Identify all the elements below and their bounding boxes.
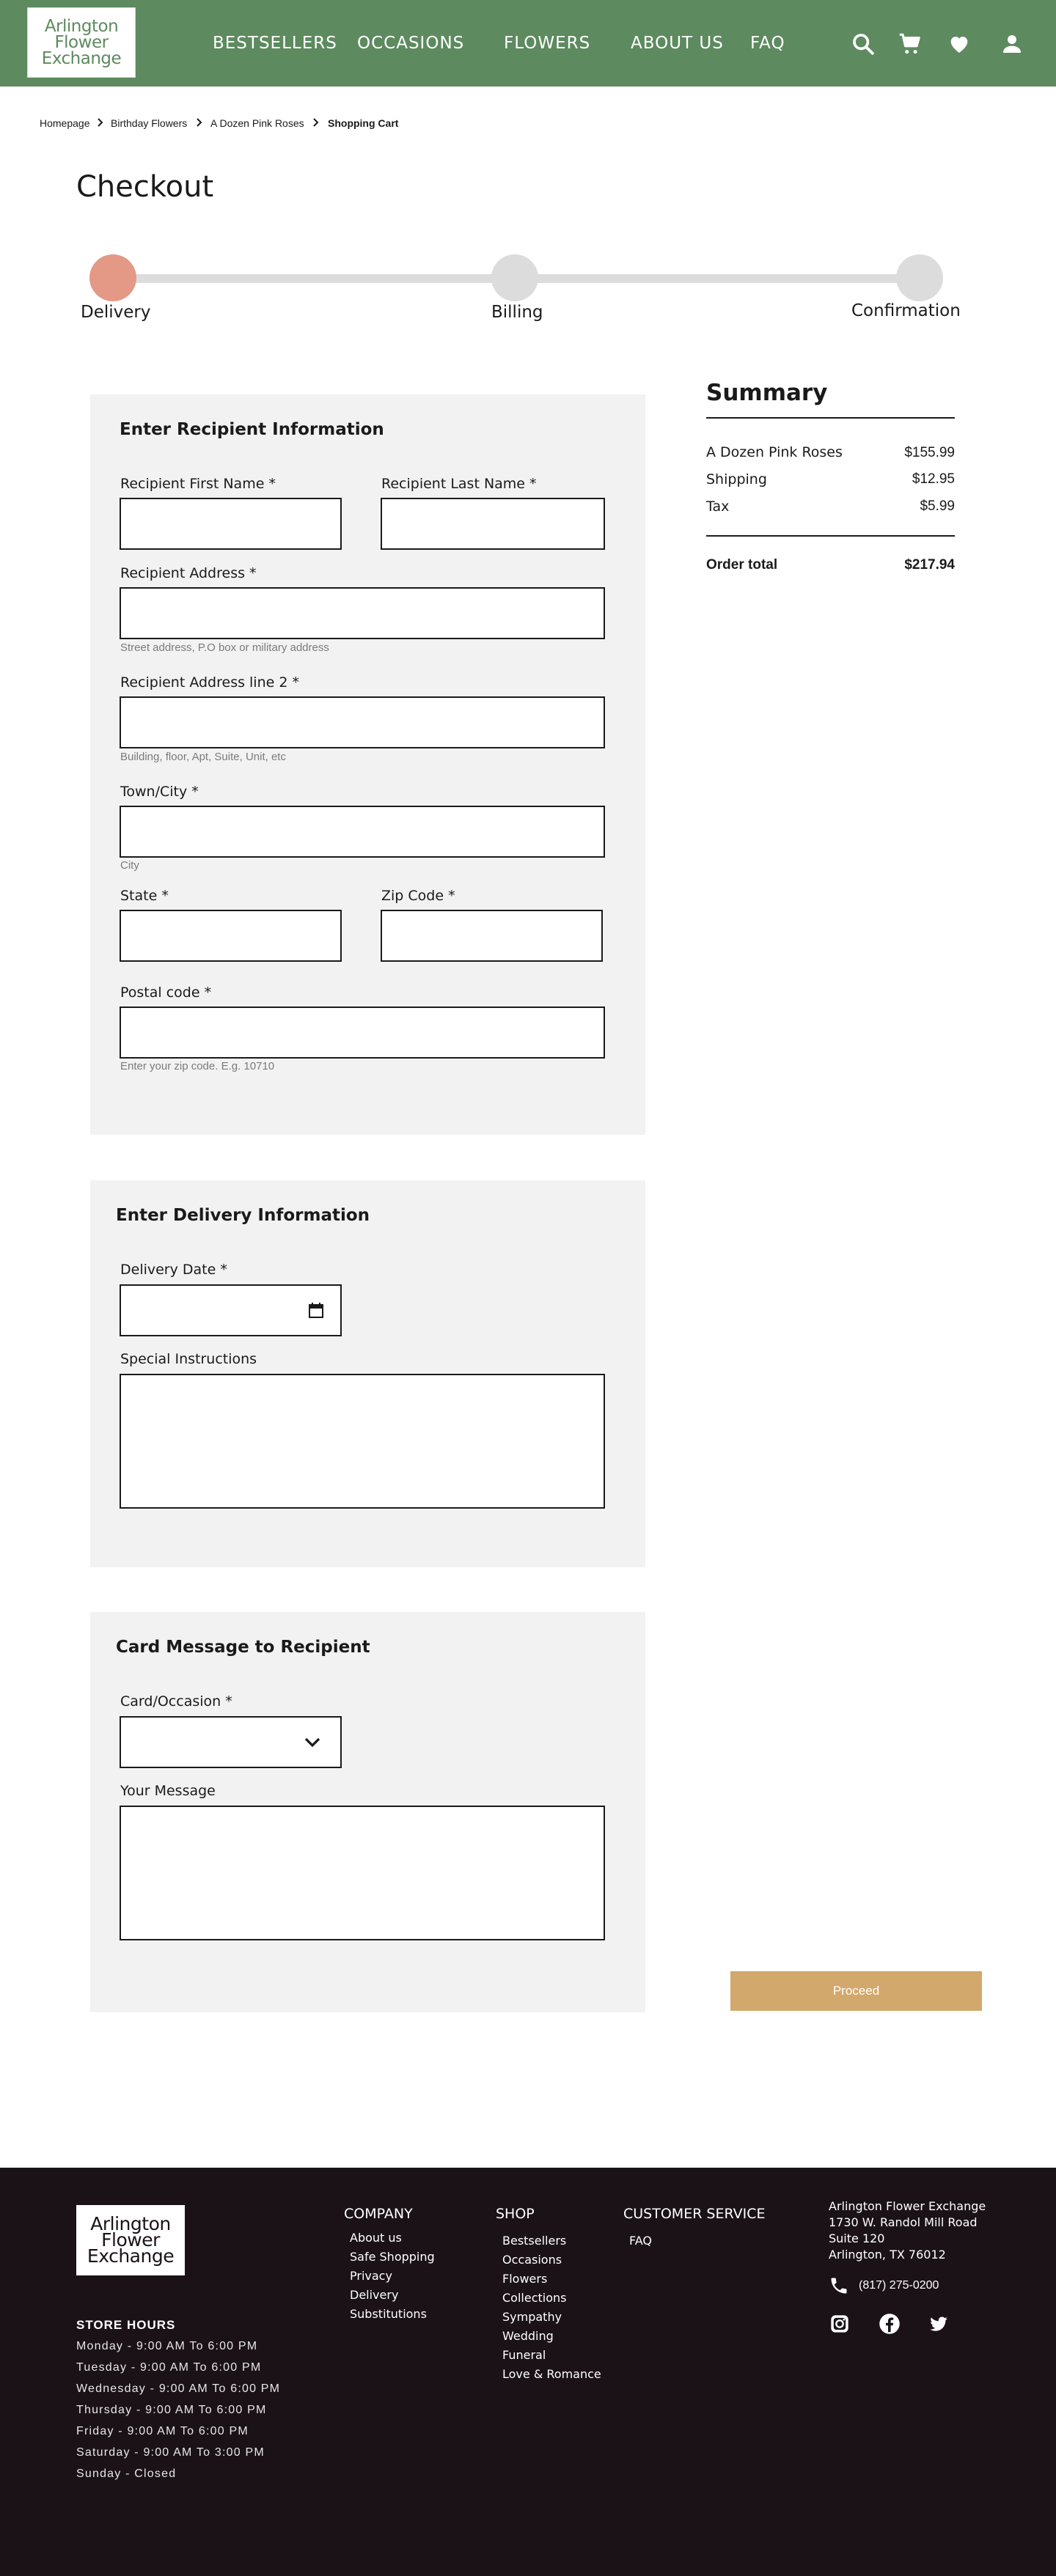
zip-field[interactable]	[381, 910, 603, 962]
occasion-select[interactable]	[120, 1716, 342, 1768]
last-name-label: Recipient Last Name *	[381, 476, 537, 492]
store-hours-item: Thursday - 9:00 AM To 6:00 PM	[76, 2404, 267, 2416]
postal-hint: Enter your zip code. E.g. 10710	[120, 1060, 275, 1072]
store-hours-item: Friday - 9:00 AM To 6:00 PM	[76, 2425, 249, 2437]
city-label: Town/City *	[120, 784, 199, 800]
footer-company-title: COMPANY	[344, 2206, 413, 2222]
nav-flowers[interactable]: FLOWERS	[504, 34, 591, 53]
delivery-date-field[interactable]	[120, 1284, 342, 1336]
recipient-panel-title: Enter Recipient Information	[120, 420, 384, 439]
footer-logo-line-1: Arlington	[90, 2213, 171, 2234]
store-hours-title: STORE HOURS	[76, 2318, 176, 2332]
state-label: State *	[120, 888, 169, 904]
logo-line-2: Flower	[54, 33, 109, 52]
footer-logo[interactable]	[76, 2205, 185, 2275]
footer-service-title: CUSTOMER SERVICE	[623, 2206, 766, 2222]
message-field[interactable]	[120, 1806, 605, 1940]
footer-logo-line-2: Flower	[101, 2229, 160, 2251]
breadcrumb-product[interactable]: A Dozen Pink Roses	[210, 117, 304, 129]
footer-link-about-us[interactable]: About us	[350, 2231, 402, 2245]
address-field[interactable]	[120, 587, 605, 639]
postal-field[interactable]	[120, 1007, 605, 1059]
delivery-panel-title: Enter Delivery Information	[116, 1206, 370, 1225]
footer-address-line: Arlington, TX 76012	[829, 2248, 946, 2262]
step-label-confirmation: Confirmation	[851, 301, 961, 320]
breadcrumb-homepage[interactable]: Homepage	[40, 117, 90, 129]
footer-phone[interactable]: (817) 275-0200	[859, 2279, 939, 2292]
logo-line-3: Exchange	[41, 49, 122, 68]
recipient-panel	[90, 394, 645, 1135]
facebook-icon[interactable]	[878, 2312, 901, 2336]
site-footer	[0, 2168, 1056, 2576]
instructions-label: Special Instructions	[120, 1351, 257, 1367]
footer-link-sympathy[interactable]: Sympathy	[502, 2310, 562, 2324]
last-name-field[interactable]	[381, 498, 605, 550]
state-field[interactable]	[120, 910, 342, 962]
logo-line-1: Arlington	[44, 17, 119, 36]
user-icon[interactable]	[1000, 32, 1024, 56]
stepper-line	[113, 274, 515, 283]
cart-icon[interactable]	[898, 32, 923, 56]
delivery-panel	[90, 1180, 645, 1567]
step-label-delivery: Delivery	[81, 303, 151, 322]
delivery-date-label: Delivery Date *	[120, 1262, 227, 1278]
summary-title: Summary	[706, 380, 828, 406]
footer-link-collections[interactable]: Collections	[502, 2291, 567, 2305]
proceed-button[interactable]: Proceed	[730, 1971, 982, 2011]
footer-link-safe-shopping[interactable]: Safe Shopping	[350, 2250, 435, 2264]
step-dot-billing[interactable]	[491, 254, 538, 301]
footer-link-bestsellers[interactable]: Bestsellers	[502, 2234, 567, 2248]
address2-hint: Building, floor, Apt, Suite, Unit, etc	[120, 751, 286, 763]
occasion-label: Card/Occasion *	[120, 1693, 232, 1710]
footer-link-privacy[interactable]: Privacy	[350, 2269, 392, 2283]
footer-link-substitutions[interactable]: Substitutions	[350, 2307, 427, 2321]
chevron-right-icon	[312, 117, 320, 128]
nav-bestsellers[interactable]: BESTSELLERS	[213, 34, 337, 53]
city-field[interactable]	[120, 806, 605, 858]
nav-faq[interactable]: FAQ	[750, 34, 785, 53]
breadcrumb-current: Shopping Cart	[328, 117, 399, 129]
chevron-right-icon	[96, 117, 105, 128]
calendar-icon[interactable]	[308, 1302, 324, 1320]
address-hint: Street address, P.O box or military address	[120, 641, 329, 654]
postal-label: Postal code *	[120, 985, 212, 1001]
heart-icon[interactable]	[947, 32, 972, 56]
store-hours-item: Wednesday - 9:00 AM To 6:00 PM	[76, 2382, 281, 2395]
address-label: Recipient Address *	[120, 565, 257, 581]
summary-item-value: $155.99	[904, 445, 955, 460]
store-hours-item: Tuesday - 9:00 AM To 6:00 PM	[76, 2361, 262, 2374]
stepper-line	[537, 274, 920, 283]
order-total-label: Order total	[706, 557, 778, 573]
twitter-icon[interactable]	[927, 2312, 950, 2336]
footer-address-line: Arlington Flower Exchange	[829, 2199, 986, 2213]
footer-link-delivery[interactable]: Delivery	[350, 2288, 399, 2302]
footer-link-flowers[interactable]: Flowers	[502, 2272, 548, 2286]
first-name-label: Recipient First Name *	[120, 476, 276, 492]
chevron-down-icon	[304, 1737, 321, 1748]
breadcrumb-birthday-flowers[interactable]: Birthday Flowers	[111, 117, 188, 129]
message-label: Your Message	[120, 1783, 216, 1799]
footer-link-funeral[interactable]: Funeral	[502, 2348, 546, 2362]
summary-tax-value: $5.99	[920, 498, 955, 514]
zip-label: Zip Code *	[381, 888, 455, 904]
city-hint: City	[120, 859, 139, 872]
step-label-billing: Billing	[491, 303, 543, 322]
phone-icon	[829, 2275, 849, 2296]
summary-tax-label: Tax	[706, 498, 730, 515]
card-panel-title: Card Message to Recipient	[116, 1638, 370, 1657]
chevron-right-icon	[195, 117, 204, 128]
instagram-icon[interactable]	[828, 2312, 851, 2336]
card-message-panel	[90, 1612, 645, 2012]
address2-field[interactable]	[120, 696, 605, 748]
summary-shipping-label: Shipping	[706, 471, 767, 487]
footer-link-wedding[interactable]: Wedding	[502, 2329, 554, 2343]
store-hours-item: Monday - 9:00 AM To 6:00 PM	[76, 2340, 258, 2352]
first-name-field[interactable]	[120, 498, 342, 550]
nav-occasions[interactable]: OCCASIONS	[357, 34, 465, 53]
instructions-field[interactable]	[120, 1374, 605, 1509]
site-header	[0, 0, 1056, 87]
step-dot-confirmation[interactable]	[896, 254, 943, 301]
store-hours-item: Sunday - Closed	[76, 2468, 177, 2480]
summary-shipping-value: $12.95	[912, 471, 955, 487]
store-hours-item: Saturday - 9:00 AM To 3:00 PM	[76, 2446, 265, 2459]
nav-about-us[interactable]: ABOUT US	[631, 34, 724, 53]
logo[interactable]	[27, 7, 136, 78]
order-total-value: $217.94	[904, 557, 955, 573]
summary-divider	[706, 535, 955, 537]
footer-link-faq[interactable]: FAQ	[629, 2234, 652, 2248]
page-title: Checkout	[76, 170, 214, 204]
footer-link-occasions[interactable]: Occasions	[502, 2253, 562, 2267]
address2-label: Recipient Address line 2 *	[120, 674, 299, 691]
search-icon[interactable]	[851, 32, 876, 56]
footer-address-line: Suite 120	[829, 2231, 885, 2245]
summary-item-label: A Dozen Pink Roses	[706, 444, 843, 460]
step-dot-delivery[interactable]	[89, 254, 136, 301]
footer-logo-line-3: Exchange	[87, 2245, 175, 2267]
footer-address-line: 1730 W. Randol Mill Road	[829, 2215, 978, 2229]
footer-shop-title: SHOP	[496, 2206, 535, 2222]
summary-divider	[706, 417, 955, 419]
footer-link-love-romance[interactable]: Love & Romance	[502, 2367, 601, 2381]
